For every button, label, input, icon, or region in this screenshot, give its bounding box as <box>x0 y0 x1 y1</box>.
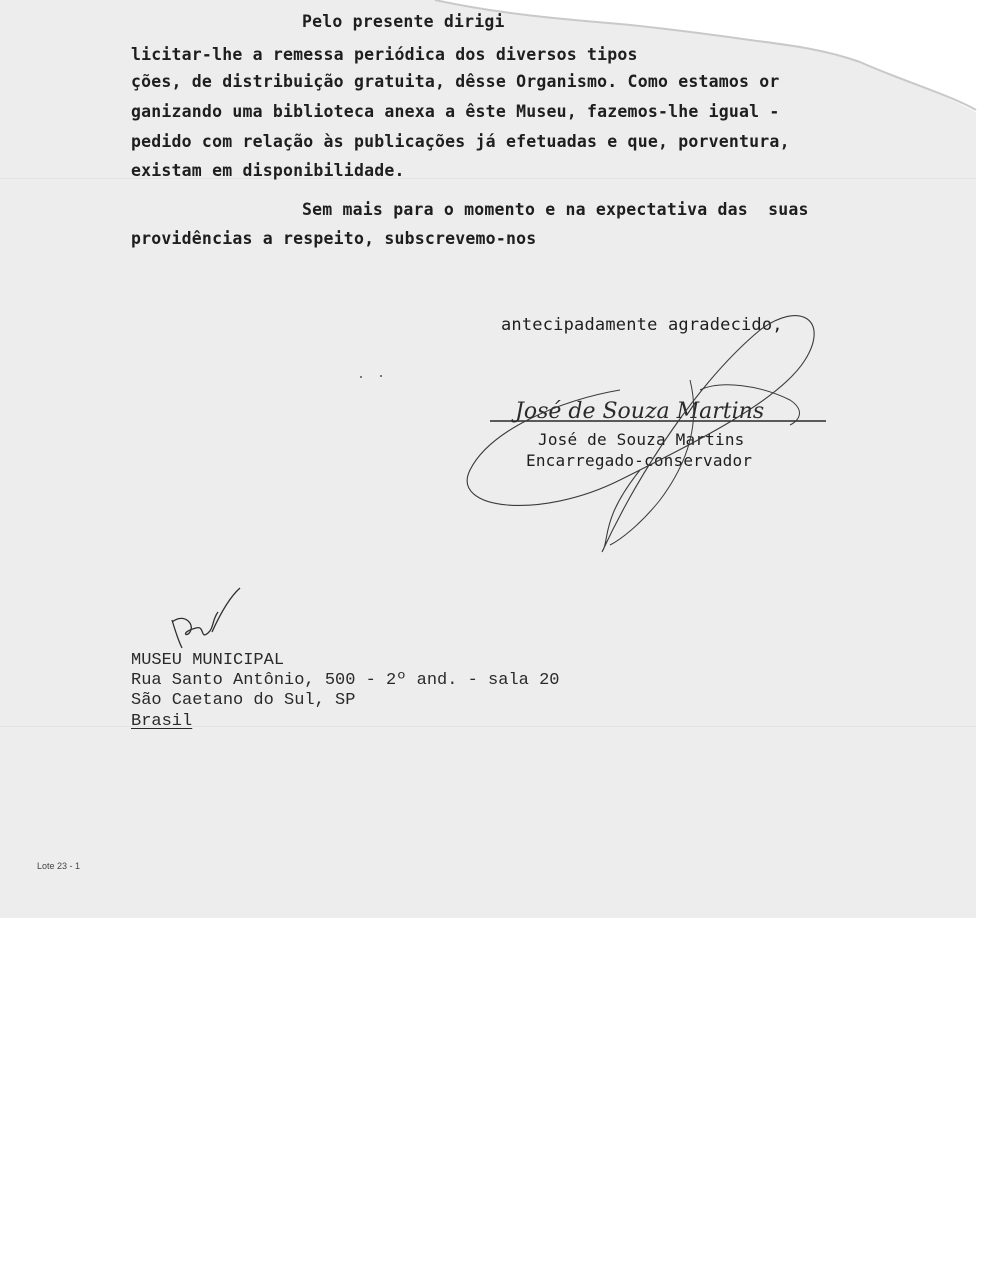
signer-name: José de Souza Martins <box>538 430 745 449</box>
letter-line: licitar-lhe a remessa periódica dos diversos tipos <box>131 45 638 64</box>
handwritten-signature: José de Souza Martins <box>515 399 765 424</box>
closing-line: providências a respeito, subscrevemo-nos <box>131 229 537 248</box>
address-line-city: São Caetano do Sul, SP <box>131 691 356 710</box>
signer-title: Encarregado-conservador <box>526 451 753 470</box>
letter-line: pedido com relação às publicações já efetuadas e que, porventura, <box>131 132 790 151</box>
lot-label: Lote 23 - 1 <box>37 861 81 871</box>
closing-line: Sem mais para o momento e na expectativa das suas <box>302 200 809 219</box>
letter-line: ções, de distribuição gratuita, dêsse Organismo. Como estamos or <box>131 72 780 91</box>
address-line-country: Brasil <box>131 712 193 731</box>
thanks-line: antecipadamente agradecido, <box>501 315 783 335</box>
address-line-street: Rua Santo Antônio, 500 - 2º and. - sala 20 <box>131 671 560 690</box>
letter-line: Pelo presente dirigi <box>302 12 505 31</box>
letter-line: ganizando uma biblioteca anexa a êste Museu, fazemos-lhe igual - <box>131 102 780 121</box>
letter-line: existam em disponibilidade. <box>131 161 405 180</box>
address-line-institution: MUSEU MUNICIPAL <box>131 651 285 670</box>
